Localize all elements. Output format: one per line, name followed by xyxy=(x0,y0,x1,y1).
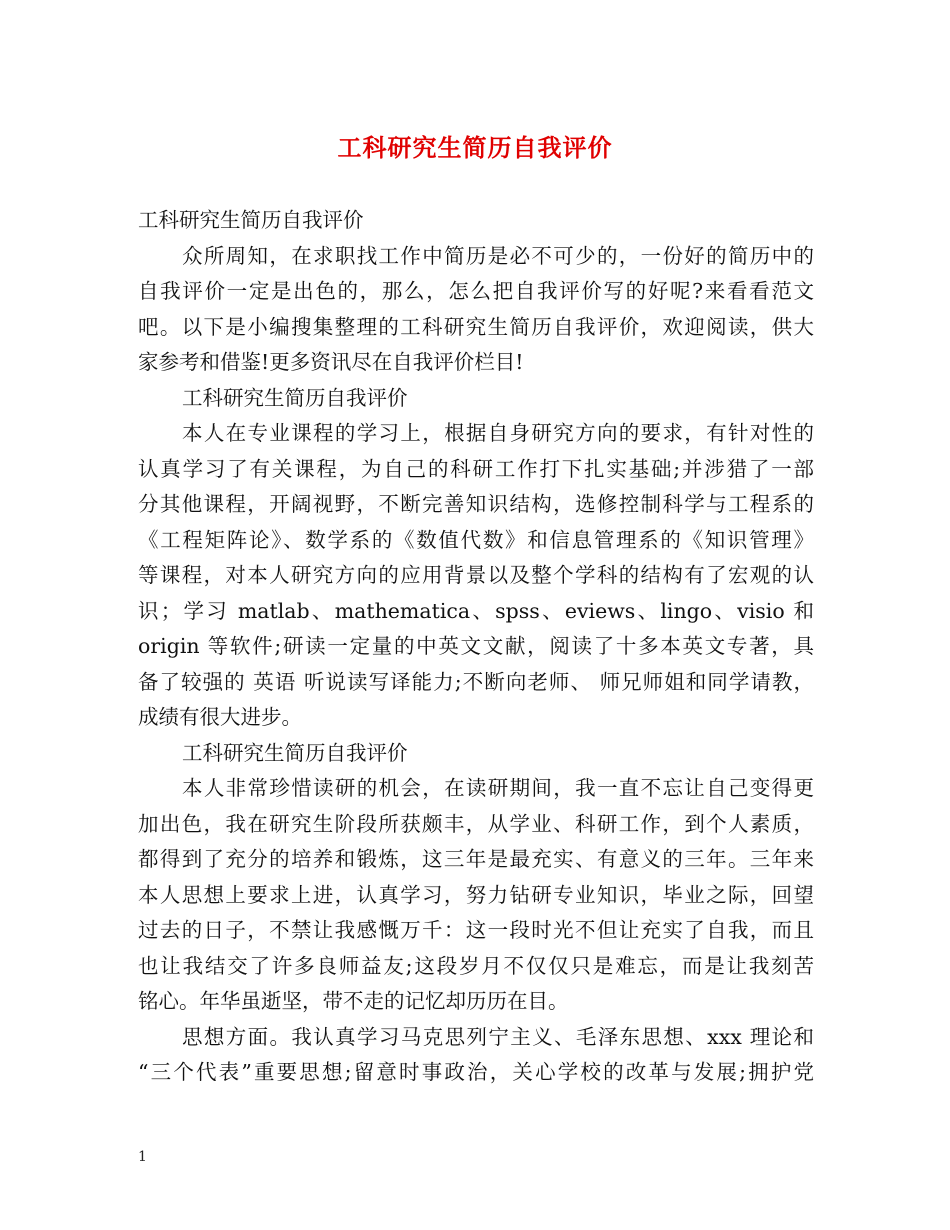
text-line: 《工程矩阵论》、数学系的《数值代数》和信息管理系的《知识管理》 xyxy=(138,527,814,552)
text-line: 成绩有很大进步。 xyxy=(138,705,302,729)
text-line: 家参考和借鉴!更多资讯尽在自我评价栏目! xyxy=(138,350,524,374)
text-line: 认真学习了有关课程，为自己的科研工作打下扎实基础;并涉猎了一部 xyxy=(138,456,814,481)
text-line: 工科研究生简历自我评价 xyxy=(182,385,408,410)
text-line: 备了较强的 英语 听说读写译能力;不断向老师、 师兄师姐和同学请教， xyxy=(138,669,814,694)
text-line: “三个代表”重要思想;留意时事政治，关心学校的改革与发展;拥护党 xyxy=(138,1060,814,1084)
text-line: 过去的日子，不禁让我感慨万千：这一段时光不但让充实了自我，而且 xyxy=(138,918,814,942)
text-line: 也让我结交了许多良师益友;这段岁月不仅仅只是难忘，而是让我刻苦 xyxy=(138,953,814,978)
text-line: 众所周知，在求职找工作中简历是必不可少的，一份好的简历中的 xyxy=(182,243,814,268)
text-line: 本人思想上要求上进，认真学习，努力钻研专业知识，毕业之际，回望 xyxy=(138,882,814,907)
page-number: 1 xyxy=(138,1149,147,1165)
text-line: 识；学习 matlab、mathematica、spss、eviews、lingo、visio 和 xyxy=(138,598,814,623)
text-line: 思想方面。我认真学习马克思列宁主义、毛泽东思想、xxx 理论和 xyxy=(182,1024,814,1049)
document-body xyxy=(138,203,814,1091)
document-title: 工科研究生简历自我评价 xyxy=(337,133,613,162)
text-line: 铭心。年华虽逝坚，带不走的记忆却历历在目。 xyxy=(138,989,569,1013)
text-line: 工科研究生简历自我评价 xyxy=(138,208,364,232)
text-line: 本人在专业课程的学习上，根据自身研究方向的要求，有针对性的 xyxy=(182,421,814,445)
text-line: 吧。以下是小编搜集整理的工科研究生简历自我评价，欢迎阅读，供大 xyxy=(138,314,814,339)
text-line: 本人非常珍惜读研的机会，在读研期间，我一直不忘让自己变得更 xyxy=(182,776,814,800)
text-line: 工科研究生简历自我评价 xyxy=(182,740,408,765)
text-line: 等课程，对本人研究方向的应用背景以及整个学科的结构有了宏观的认 xyxy=(138,563,814,587)
text-line: 自我评价一定是出色的，那么，怎么把自我评价写的好呢?来看看范文 xyxy=(138,279,814,303)
text-line: 加出色，我在研究生阶段所获颇丰，从学业、科研工作，到个人素质， xyxy=(138,811,814,836)
text-line: 分其他课程，开阔视野，不断完善知识结构，选修控制科学与工程系的 xyxy=(138,492,814,516)
text-line: origin 等软件;研读一定量的中英文文献，阅读了十多本英文专著，具 xyxy=(138,634,814,658)
text-line: 都得到了充分的培养和锻炼，这三年是最充实、有意义的三年。三年来 xyxy=(138,847,814,871)
